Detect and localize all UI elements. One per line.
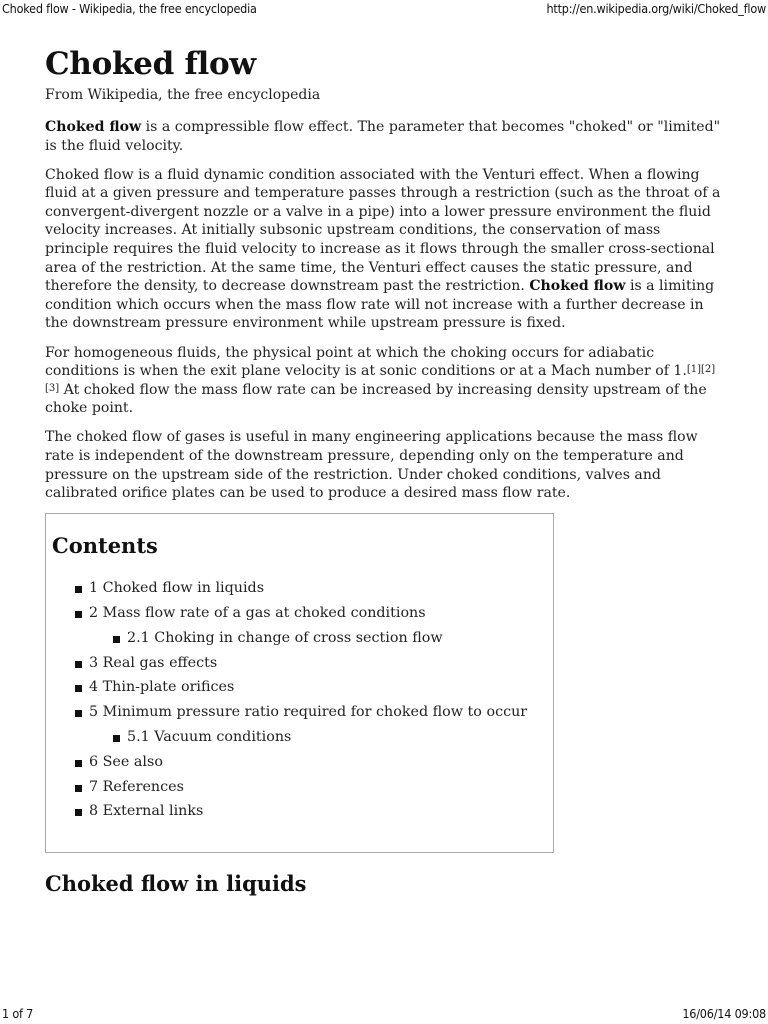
intro-paragraph-2-bold: Choked flow xyxy=(529,278,626,295)
toc-item-1[interactable]: 1 Choked flow in liquids xyxy=(52,576,547,601)
print-timestamp: 16/06/14 09:08 xyxy=(682,1006,766,1021)
print-header-title: Choked flow - Wikipedia, the free encyclopedia xyxy=(2,1,257,16)
intro-paragraph-3 xyxy=(45,344,725,418)
toc-item-8[interactable]: 8 External links xyxy=(52,799,547,824)
page-title: Choked flow xyxy=(45,46,256,82)
toc-item-6[interactable]: 6 See also xyxy=(52,750,547,775)
toc-item-2[interactable]: 2 Mass flow rate of a gas at choked conditions xyxy=(52,601,547,626)
intro-paragraph-2 xyxy=(45,166,725,333)
intro-paragraph-2-text-a: Choked flow is a fluid dynamic condition associated with the Venturi effect. When a flowing fluid at a given pressure and temperature passes through a restriction (such as the throat of a convergent-divergent nozzle or a valve in a pipe) into a lower pressure environment the fluid velocity increases. At initially subsonic upstream conditions, the conservation of mass principle requires the fluid velocity to increase as it flows through the smaller cross-sectional area of the restriction. At the same time, the Venturi effect causes the static pressure, and therefore the density, to decrease downstream past the restriction. xyxy=(45,166,721,295)
intro-paragraph-1-text: is a compressible flow effect. The parameter that becomes "choked" or "limited" is the fluid velocity. xyxy=(45,119,721,154)
print-footer xyxy=(0,1006,768,1021)
toc-item-2-1[interactable]: 2.1 Choking in change of cross section flow xyxy=(52,626,547,651)
article-content xyxy=(45,44,725,898)
toc-item-5[interactable]: 5 Minimum pressure ratio required for choked flow to occur xyxy=(52,700,547,725)
site-tagline: From Wikipedia, the free encyclopedia xyxy=(45,87,321,103)
reference-links[interactable]: [1][2][3] xyxy=(45,364,716,394)
intro-paragraph-2-text-b: is a limiting condition which occurs when the mass flow rate will not increase with a further decrease in the downstream pressure environment while upstream pressure is fixed. xyxy=(45,278,715,332)
toc-item-3[interactable]: 3 Real gas effects xyxy=(52,651,547,676)
print-header-url: http://en.wikipedia.org/wiki/Choked_flow xyxy=(546,1,766,16)
intro-paragraph-3-text-b: At choked flow the mass flow rate can be increased by increasing density upstream of the choke point. xyxy=(45,381,707,417)
intro-bold-term: Choked flow xyxy=(45,119,142,135)
intro-paragraph-1 xyxy=(45,118,725,155)
section-heading-liquids: Choked flow in liquids xyxy=(45,871,307,897)
toc-list xyxy=(52,576,547,824)
print-header xyxy=(0,1,768,16)
toc-item-4[interactable]: 4 Thin-plate orifices xyxy=(52,675,547,700)
page-counter: 1 of 7 xyxy=(2,1006,34,1021)
toc-item-7[interactable]: 7 References xyxy=(52,775,547,800)
intro-paragraph-4: The choked flow of gases is useful in many engineering applications because the mass flow rate is independent of the downstream pressure, depending only on the temperature and pressure on the upstream side of the restriction. Under choked conditions, valves and calibrated orifice plates can be used to produce a desired mass flow rate. xyxy=(45,429,698,502)
table-of-contents xyxy=(45,513,554,853)
toc-title: Contents xyxy=(52,533,158,559)
intro-paragraph-3-text-a: For homogeneous fluids, the physical point at which the choking occurs for adiabatic conditions is when the exit plane velocity is at sonic conditions or at a Mach number of 1. xyxy=(45,344,687,380)
toc-item-5-1[interactable]: 5.1 Vacuum conditions xyxy=(52,725,547,750)
